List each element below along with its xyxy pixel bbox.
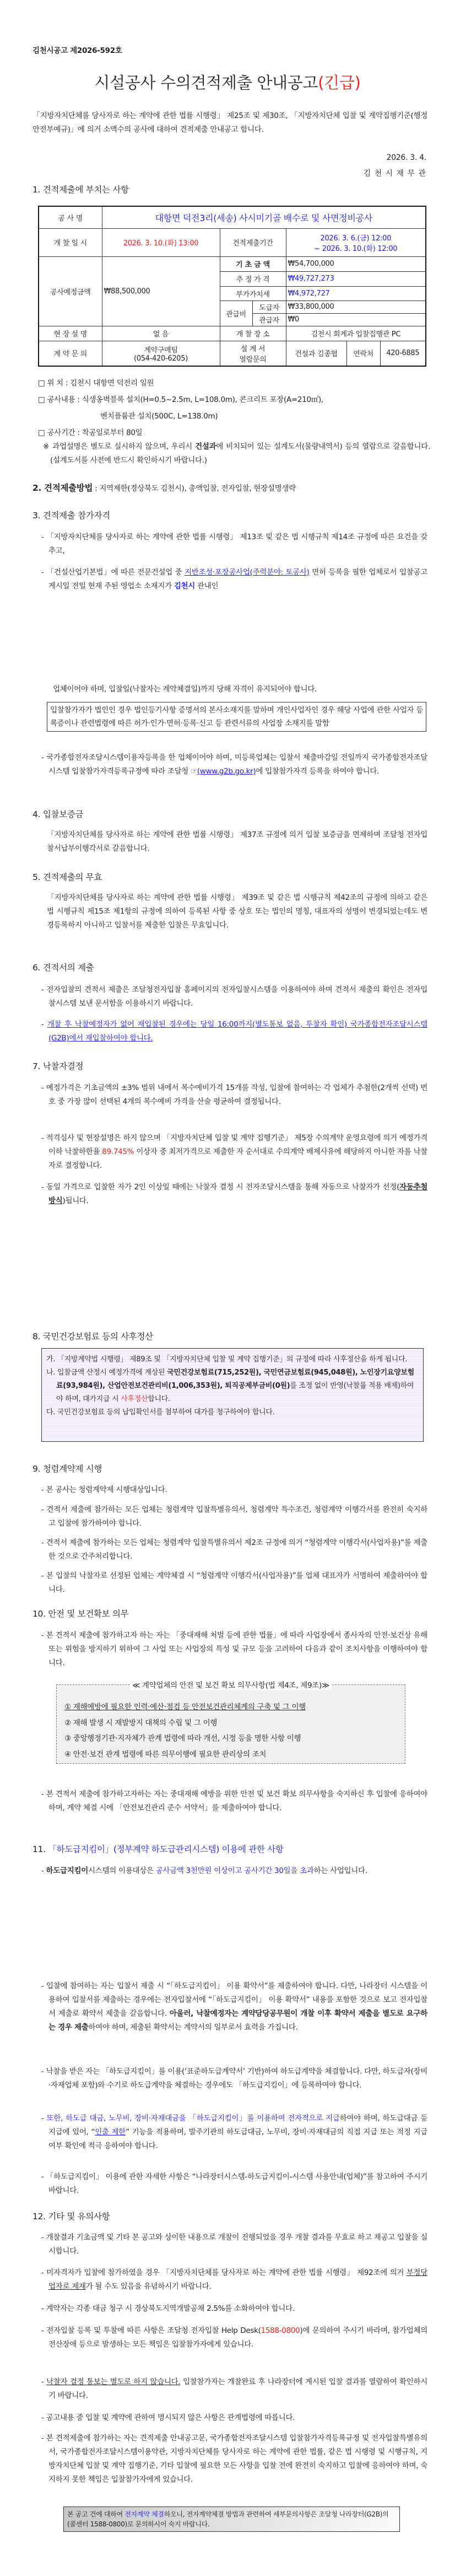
label-line: 열람문의 <box>239 355 267 364</box>
s4-text: 「지방자치단체를 당사자로 하는 계약에 관한 법률 시행령」 제37조 규정에 의거 입찰 보증금을 면제하며 조달청 전자입찰서납부이행각서로 갈음합니다. <box>47 830 427 853</box>
s3-item: - 「건설산업기본법」에 따른 전문건설업 중 지반조성·포장공사업(주력분야: 토공사) 면허 등록을 필한 업체로서 입찰공고 게시일 전일 현재 주된 영업소 소재지가 김천시 관내인 <box>41 568 427 591</box>
label: 계 약 문 의 <box>39 341 102 366</box>
title-urgent: (긴급) <box>318 73 361 92</box>
s3-item: - 「지방자치단체를 당사자로 하는 계약에 관한 법률 시행령」 제13조 및 같은 법 시행규칙 제14조 규정에 따른 요건을 갖추고, <box>41 533 427 555</box>
safety-items <box>64 1699 306 1762</box>
s12-item: - 계약자는 각종 대금 청구 시 경상북도지역개발공채 2.5%를 소화하여야 합니다. <box>41 2304 295 2313</box>
open-datetime: 2026. 3. 10.(화) 13:00 <box>102 228 220 256</box>
estimated-price: ₩49,727,273 <box>286 271 426 286</box>
label: 견적제출기간 <box>220 228 286 256</box>
s11-item: - 또한, 하도급 대금, 노무비, 장비·자재대금을 「하도급지킴이」를 이용하여 전자적으로 지급하여야 하며, 하도급대금 등 지급에 있어, “인출 제한” 기능을 적용하며, 발주기관의 하도급대금, 노무비, 장비·자재대금의 직접 지급 또는 적정 지급 여부 확인에 적극 응하여야 합니다. <box>41 2114 427 2150</box>
section-10-heading: 10. 안전 및 보건확보 의무 <box>32 1609 129 1619</box>
s5-text: 「지방자치단체를 당사자로 하는 계약에 관한 법률 시행령」 제39조 및 같은 법 시행규칙 제42조의 규정에 의하고 같은 법 시행규칙 제15조 제1항의 규정에 의하여 등록된 사항 중 상호 또는 법인의 명칭, 대표자의 성명이 변경되었는데도 변경등록하지 아니하고 입찰서를 제출한 입찰은 무효입니다. <box>47 893 427 930</box>
project-table <box>38 206 426 367</box>
s10-item: - 본 견적서 제출에 참가하고자 하는 자는 「중대재해 처벌 등에 관한 법률」에 따라 사업장에서 종사자의 안전·보건상 유해 또는 위험을 방지하기 위하여 그 사업 또는 사업장의 특성 및 규모 등을 고려하여 다음과 같이 조치사항을 이행하여야 합니다. <box>41 1631 427 1667</box>
s12-item: - 개찰결과 기초금액 및 기타 본 공고와 상이한 내용으로 개찰이 진행되었을 경우 개찰 결과를 무효로 하고 재공고 입찰을 실시합니다. <box>41 2233 427 2256</box>
opening-place: 김천시 회계과 입찰집행관 PC <box>286 326 426 341</box>
work-duration: □ 공사기간 : 착공일로부터 80일 <box>38 428 143 437</box>
project-details <box>38 375 425 441</box>
g2b-link[interactable]: (www.g2b.go.kr) <box>197 767 256 776</box>
s9-item: - 견적서 제출에 참가하는 모든 업체는 청렴계약 입찰특별유의서 제2조 규정에 의거 “청렴계약 이행각서(사업자용)”를 제출한 것으로 간주처리합니다. <box>41 1538 427 1561</box>
s3-item-cont: 업체이어야 하며, 입찰일(낙찰자는 계약체결일)까지 당해 자격이 유지되어야 합니다. <box>53 685 317 694</box>
safety-box-title: ≪ 계약업체의 안전 및 보건 확보 의무사항(법 제4조, 제9조)≫ <box>57 1679 405 1690</box>
label: 개 찰 일 시 <box>39 228 102 256</box>
label: 관급자 <box>252 313 286 326</box>
label: 개 찰 장 소 <box>220 326 286 341</box>
s3-item: - 국가종합전자조달시스템이용자등록을 한 업체이어야 하며, 미등록업체는 입찰서 제출마감일 전일까지 국가종합전자조달시스템 입찰참가자격등록규정에 따라 조달청 ☞(www.g2b.go.kr)에 입찰참가자격 등록을 하여야 합니다. <box>41 753 427 776</box>
design-dept: 건설과 김종협 <box>286 341 346 366</box>
section-9-heading: 9. 청렴계약제 시행 <box>32 1464 102 1474</box>
location: □ 위 치 : 김천시 대항면 덕전리 일원 <box>38 379 154 388</box>
s12-item: - 전자입찰 등록 및 투찰에 따른 사항은 조달청 전자입찰 Help Desk(1588-0800)에 문의하여 주시기 바라며, 참가업체의 전산장애 등으로 발생하는 모든 책임은 입찰참가자에게 있습니다. <box>41 2326 428 2349</box>
label: 부가가치세 <box>220 286 286 300</box>
s11-item: - 낙찰을 받은 자는 「하도급지킴이」를 이용(‘표준하도급계약서’ 기반)하여 하도급계약을 체결합니다. 다만, 하도급자(장비·자재업체 포함)와 수기로 하도급계약을 체결하는 경우에도 「하도급지킴이」에 등록하여야 합니다. <box>41 2067 427 2090</box>
s11-item: - 「하도급지킴이」 이용에 관한 자세한 사항은 “나라장터시스템-하도급지킴이-시스템 사용안내(업체)”를 참고하여 주시기 바랍니다. <box>41 2172 427 2195</box>
section-6-heading: 6. 견적서의 제출 <box>32 963 94 973</box>
work-content: □ 공사내용 : 식생옹벽블록 설치(H=0.5~2.5m, L=108.0m), 콘크리트 포장(A=210㎡), <box>38 395 323 404</box>
section-8-heading: 8. 국민건강보험료 등의 사후정산 <box>32 1332 153 1341</box>
site-briefing: 없 음 <box>102 326 220 341</box>
issuer: 김 천 시 재 무 관 <box>363 169 426 178</box>
safety-item: ② 재해 발생 시 재발방지 대책의 수립 및 그 이행 <box>64 1718 218 1727</box>
s11-item: - 하도급지킴이시스템의 이용대상은 공사금액 3천만원 이상이고 공사기간 30일을 초과하는 사업입니다. <box>41 1866 367 1875</box>
label <box>220 341 286 366</box>
label: 현 장 설 명 <box>39 326 102 341</box>
contractor-supply: ₩33,800,000 <box>286 300 426 313</box>
s9-item: - 견적서 제출에 참가하는 모든 업체는 청렴계약 입찰특별유의서, 청렴계약 특수조건, 청렴계약 이행각서를 완전히 숙지하고 입찰에 참가하여야 합니다. <box>41 1505 427 1528</box>
section-7-heading: 7. 낙찰자결정 <box>32 1061 84 1071</box>
s9-item: - 본 공사는 청렴계약제 시행대상입니다. <box>41 1485 167 1494</box>
s12-item: - 낙찰자 결정 통보는 별도로 하지 않습니다. 입찰참가자는 개찰완료 후 나라장터에 게시된 입찰 결과를 열람하여 확인하시기 바랍니다. <box>41 2378 427 2400</box>
design-contact: 420-6885 <box>380 341 426 366</box>
gov-supply: ₩0 <box>286 313 426 326</box>
section-4-heading: 4. 입찰보증금 <box>32 809 84 819</box>
s7-item: - 동일 가격으로 입찰한 자가 2인 이상일 때에는 낙찰자 결정 시 전자조달시스템을 통해 자동으로 낙찰자가 선정(자동추첨방식)됩니다. <box>41 1183 427 1205</box>
s8-na: 나. 입찰금액 산정시 예정가격에 계상된 국민건강보험료(715,252원), 국민연금보험료(945,048원), 노인장기요양보험료(93,984원), 산업안전보건관리비(1,006,353원), 퇴직공제부금비(0원)를 조정 없이 반영(낙찰률 적용 배제)하여야 하며, 대가지급 시 사후정산합니다. <box>46 1368 414 1403</box>
s8-box <box>41 1348 424 1442</box>
note-box: 입찰참가자가 법인인 경우 법인등기사항 증명서의 본사소재지를 말하며 개인사업자인 경우 해당 사업에 관한 사업자 등록증이나 관련법령에 따른 허가·인가·면허·등록·신고 등 관련서류의 사업장 소재지를 말함 <box>47 702 426 732</box>
label: 기 초 금 액 <box>220 256 286 271</box>
title-text: 시설공사 수의견적제출 안내공고 <box>94 73 318 92</box>
vat-amount: ₩4,972,727 <box>286 286 426 300</box>
s8-da: 다. 국민건강보험료 등의 납입확인서를 첨부하여 대가를 청구하여야 합니다. <box>46 1408 275 1416</box>
s7-item: - 적격심사 및 현장설명은 하지 않으며 「지방자치단체 입찰 및 계약 집행기준」 제5장 수의계약 운영요령에 의거 예정가격 이하 낙찰하한율 89.745% 이상자 중 최저가격으로 제출한 자 순서대로 수의계약 배제사유에 해당하지 아니한 자를 낙찰자로 결정합니다. <box>41 1134 428 1170</box>
s6-item: - 개찰 후 낙찰예정자가 없어 재입찰된 경우에는 당일 16:00까지(별도통보 없음, 투찰자 확인) 국가종합전자조달시스템(G2B)에서 재입찰하여야 합니다. <box>41 1020 427 1043</box>
label: 공 사 명 <box>39 206 102 228</box>
s9-item: - 본 입찰의 낙찰자로 선정된 업체는 계약체결 시 “청렴계약 이행각서(사업자용)”를 업체 대표자가 서명하여 제출하여야 합니다. <box>41 1571 427 1594</box>
label: 연락처 <box>346 341 380 366</box>
team: 계약구매팀 <box>144 346 178 355</box>
section-3-heading: 3. 견적제출 참가자격 <box>32 511 110 520</box>
notice-date: 2026. 3. 4. <box>386 153 426 162</box>
label: 관급비 <box>220 300 252 326</box>
s12-item: - 본 견적제출에 참가하는 자는 견적제출 안내공고문, 국가종합전자조달시스템 입찰참가자격등록규정 및 전자입찰특별유의서, 국가종합전자조달시스템이용약관, 지방자치단체를 당사자로 하는 계약에 관한 법률, 같은 법 시행령 및 시행규칙, 지방자치단체 입찰 및 계약 집행기준, 기타 입찰에 필요한 모든 사항을 입찰 전에 완전히 숙지하고 입찰에 응하여야 하며, 숙지하지 못한 책임은 입찰참가자에게 있습니다. <box>41 2434 427 2484</box>
budget-amount: ₩88,500,000 <box>102 256 220 326</box>
s12-item: - 공고내용 중 입찰 및 계약에 관하여 명시되지 않은 사항은 관계법령에 따릅니다. <box>41 2413 295 2422</box>
s6-item: - 전자입찰의 견적서 제출은 조달청전자입찰 홈페이지의 전자입찰시스템을 이용하여야 하며 견적서 제출의 확인은 전자입찰시스템 보낸 문서함을 이용하시기 바랍니다. <box>41 985 427 1008</box>
work-content-cont: 벤치플륨관 설치(500C, L=138.0m) <box>100 412 218 421</box>
intro: 「지방자치단체를 당사자로 하는 계약에 관한 법률 시행령」 제25조 및 제30조, 「지방자치단체 입찰 및 계약집행기준(행정안전부예규)」에 의거 소액수의 공사에 대하여 견적제출 안내공고 합니다. <box>32 111 427 134</box>
contract-inquiry <box>102 341 220 366</box>
s7-item: - 예정가격은 기초금액의 ±3% 범위 내에서 복수예비가격 15개를 작성, 입찰에 참여하는 각 업체가 추첨한(2개씩 선택) 번호 중 가장 많이 선택된 4개의 복수예비 가격을 산술 평균하여 결정됩니다. <box>41 1083 427 1106</box>
s10-item: - 본 견적서 제출에 참가하고자하는 자는 중대재해 예방을 위한 안전 및 보건 확보 의무사항을 숙지하신 후 입찰에 응하여야 하며, 계약 체결 시에 「안전보건관리 준수 서약서」를 제출하여야 합니다. <box>41 1790 427 1812</box>
section-5-heading: 5. 견적제출의 무효 <box>32 872 102 882</box>
submission-period <box>286 228 426 256</box>
safety-box <box>56 1681 405 1764</box>
label: 도급자 <box>252 300 286 313</box>
page-title <box>0 71 455 93</box>
s11-item: - 입찰에 참여하는 자는 입찰서 제출 시 “「하도급지킴이」 이용 확약서”를 제출하여야 합니다. 다만, 나라장터 시스템을 이용하여 입찰서를 제출하는 경우에는 전자입찰서에 “「하도급지킴이」 이용 확약서” 내용을 포함한 것으로 보고 전자입찰서 제출로 확약서 제출을 갈음합니다. 아울러, 낙찰예정자는 계약담당공무원이 개찰 이후 확약서 제출을 별도로 요구하는 경우 제출하여야 하며, 제출된 확약서는 계약서의 일부로서 효력을 가집니다. <box>41 1982 428 2032</box>
section-2: 2. 견적제출방법 : 지역제한(경상북도 김천시), 총액입찰, 전자입찰, 현장설명생략 <box>32 483 296 493</box>
section-12-heading: 12. 기타 및 유의사항 <box>32 2212 110 2221</box>
section-1-heading: 1. 견적제출에 부치는 사항 <box>32 185 129 195</box>
label-line: 설 계 서 <box>240 345 266 353</box>
project-name: 대항면 덕전3리(세송) 사시미기골 배수로 및 사면정비공사 <box>102 206 426 228</box>
e-contract-notice: 본 공고 건에 대하여 전자계약 체결하오니, 전자계약체결 방법과 관련하여 세부문의사항은 조달청 나라장터(G2B)의 (콜센터 1588-0800)로 문의하시어 숙지 바랍니다. <box>63 2507 400 2532</box>
safety-item: ① 재해예방에 필요한 인력·예산·점검 등 안전보건관리체계의 구축 및 그 이행 <box>64 1703 306 1711</box>
safety-item: ④ 안전·보건 관계 법령에 따른 의무이행에 필요한 관리상의 조치 <box>64 1749 267 1759</box>
notice-number: 김천시공고 제2026-592호 <box>32 46 122 55</box>
safety-item: ③ 중앙행정기관·지자체가 관계 법령에 따라 개선, 시정 등을 명한 사항 이행 <box>64 1734 301 1743</box>
phone: (054-420-6205) <box>133 354 188 363</box>
period-end: ~ 2026. 3. 10.(화) 12:00 <box>314 244 398 253</box>
base-amount: ₩54,700,000 <box>286 256 426 271</box>
label: 공사예정금액 <box>39 256 102 326</box>
section-11-heading: 11. 「하도급지킴이」(정부계약 하도급관리시스템) 이용에 관한 사항 <box>32 1844 284 1854</box>
period-start: 2026. 3. 6.(금) 12:00 <box>320 234 392 243</box>
note: ※ 과업설명은 별도로 실시하지 않으며, 우리시 건설과에 비치되어 있는 설계도서(물량내역서) 등의 열람으로 갈음합니다.(설계도서를 사전에 반드시 확인하시기 바랍니다.) <box>43 442 430 465</box>
s8-ga: 가. 「지방계약법 시행령」 제89조 및 「지방자치단체 입찰 및 계약 집행기준」의 규정에 따라 사후정산을 하게 됩니다. <box>46 1355 408 1364</box>
s12-item: - 미자격자가 입찰에 참가하였을 경우 「지방자치단체를 당사자로 하는 계약에 관한 법률 시행령」 제92조에 의거 부정당업자로 제재가 될 수도 있음을 유념하시기 바랍니다. <box>41 2268 427 2291</box>
label: 추 정 가 격 <box>220 271 286 286</box>
